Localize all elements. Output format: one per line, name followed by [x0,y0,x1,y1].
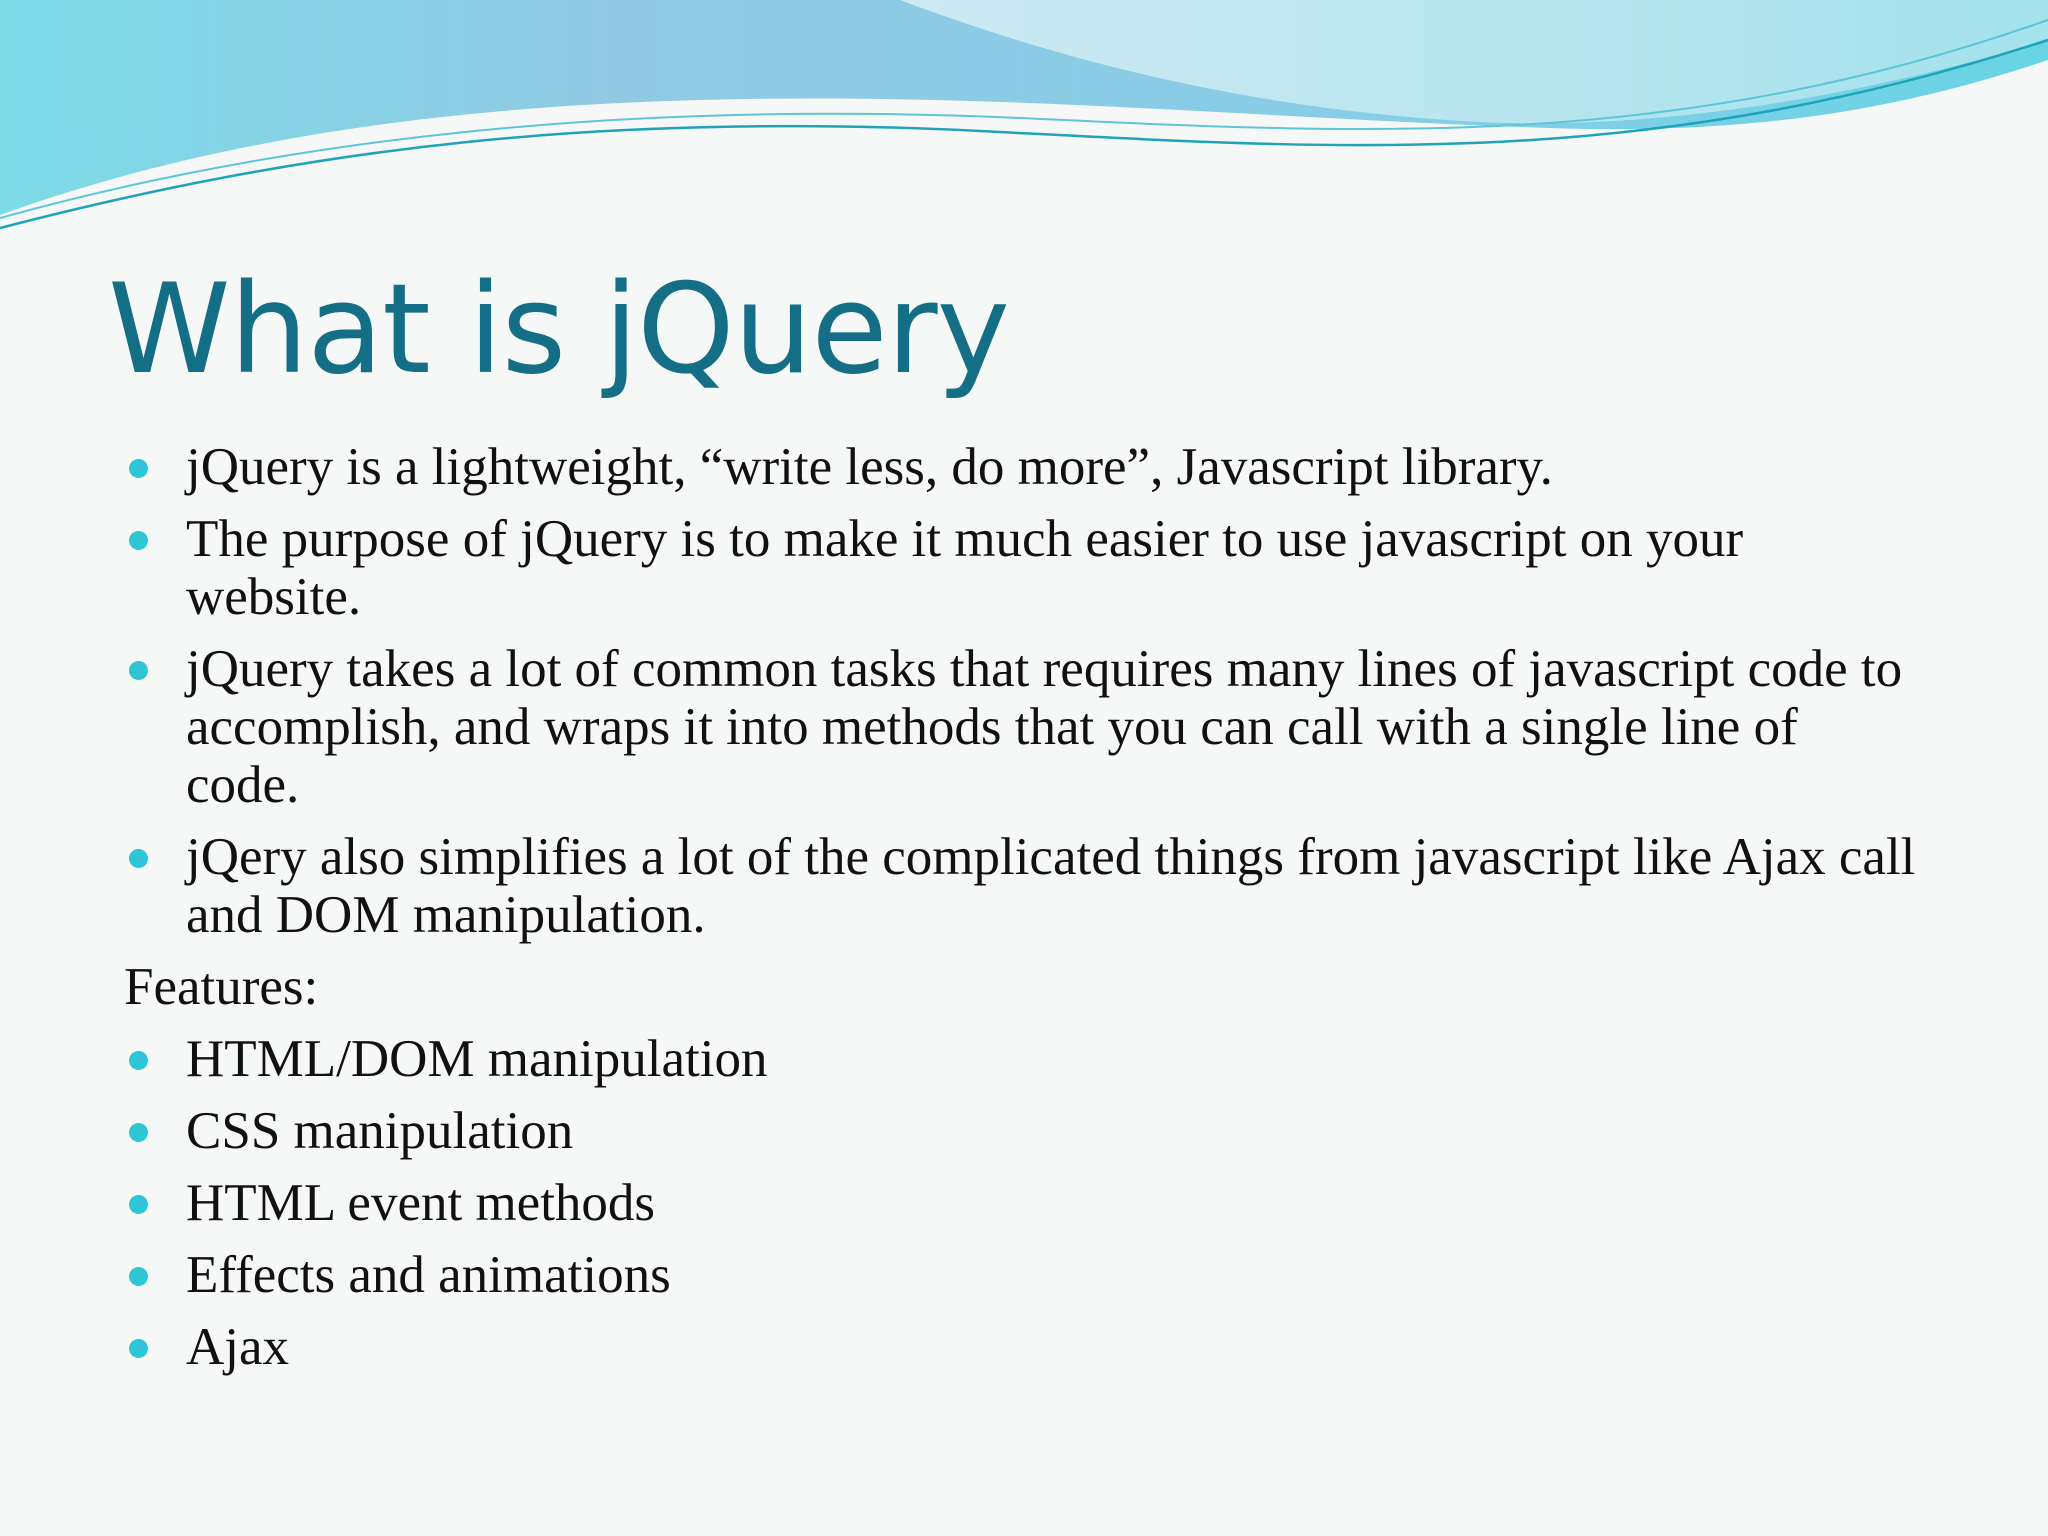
bullet-item [124,510,1924,626]
bullet-text: jQuery takes a lot of common tasks that requires many lines of javascript code to accomplish, and wraps it into methods that you can call with a single line of code. [186,640,1903,814]
bullet-item [124,828,1924,944]
feature-item [124,1102,1924,1160]
feature-item [124,1318,1924,1376]
feature-text: HTML event methods [186,1174,656,1232]
bullet-text: The purpose of jQuery is to make it much easier to use javascript on your website. [186,510,1744,626]
bullet-dot-icon [129,531,148,550]
features-heading: Features: [124,958,319,1016]
feature-text: Effects and animations [186,1246,671,1304]
feature-text: CSS manipulation [186,1102,574,1160]
decorative-wave-header [0,0,2048,240]
feature-item [124,1246,1924,1304]
feature-text: Ajax [186,1318,290,1376]
bullet-dot-icon [129,459,148,478]
bullet-dot-icon [129,1123,148,1142]
bullet-dot-icon [129,849,148,868]
bullet-item [124,438,1924,496]
slide-title: What is jQuery [108,258,1009,402]
bullet-dot-icon [129,1195,148,1214]
feature-item [124,1174,1924,1232]
feature-text: HTML/DOM manipulation [186,1030,768,1088]
bullet-text: jQery also simplifies a lot of the complicated things from javascript like Ajax call and DOM manipulation. [186,828,1916,944]
feature-item [124,1030,1924,1088]
bullet-dot-icon [129,1339,148,1358]
slide-body [124,438,1924,1390]
bullet-dot-icon [129,1267,148,1286]
bullet-dot-icon [129,1051,148,1070]
bullet-dot-icon [129,661,148,680]
bullet-text: jQuery is a lightweight, “write less, do more”, Javascript library. [186,438,1553,496]
bullet-item [124,640,1924,814]
